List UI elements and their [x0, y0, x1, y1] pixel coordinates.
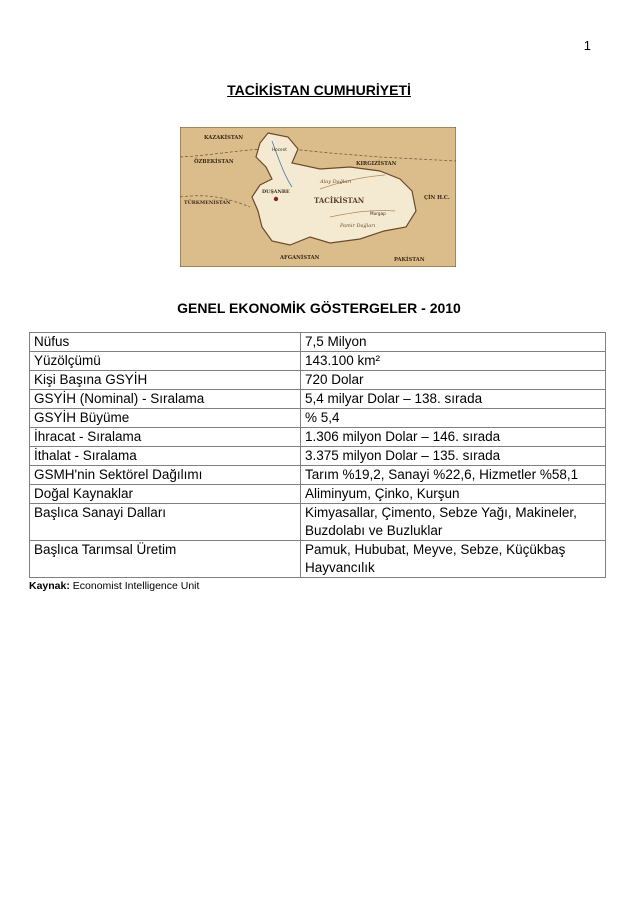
map-label-pakistan: PAKİSTAN	[394, 257, 425, 263]
map-label-kirgizistan: KIRGIZİSTAN	[356, 161, 397, 167]
section-title: GENEL EKONOMİK GÖSTERGELER - 2010	[177, 300, 461, 316]
map-label-dusanbe: DUŞANBE	[262, 189, 290, 195]
indicator-value: Kimyasallar, Çimento, Sebze Yağı, Makineler, Buzdolabı ve Buzluklar	[301, 504, 606, 541]
table-row	[30, 485, 606, 504]
table-row	[30, 504, 606, 541]
indicator-value: 3.375 milyon Dolar – 135. sırada	[301, 447, 606, 466]
economic-indicators-table	[29, 332, 606, 578]
indicator-label: GSYİH (Nominal) - Sıralama	[30, 390, 301, 409]
indicator-label: GSYİH Büyüme	[30, 409, 301, 428]
indicator-label: Kişi Başına GSYİH	[30, 371, 301, 390]
indicator-value: 7,5 Milyon	[301, 333, 606, 352]
map-label-ozbekistan: ÖZBEKİSTAN	[194, 159, 234, 165]
page-title: TACİKİSTAN CUMHURİYETİ	[227, 82, 411, 98]
indicator-label: Başlıca Sanayi Dalları	[30, 504, 301, 541]
source-note	[29, 580, 199, 592]
table-row	[30, 352, 606, 371]
indicator-value: Tarım %19,2, Sanayi %22,6, Hizmetler %58,1	[301, 466, 606, 485]
country-map	[180, 127, 456, 267]
indicator-value: 720 Dolar	[301, 371, 606, 390]
indicator-value: 143.100 km²	[301, 352, 606, 371]
indicator-label: GSMH'nin Sektörel Dağılımı	[30, 466, 301, 485]
table-row	[30, 447, 606, 466]
indicator-value: Pamuk, Hububat, Meyve, Sebze, Küçükbaş Hayvancılık	[301, 541, 606, 578]
table-row	[30, 466, 606, 485]
indicator-label: Nüfus	[30, 333, 301, 352]
source-text: Economist Intelligence Unit	[72, 580, 200, 592]
table-row	[30, 333, 606, 352]
indicator-value: Aliminyum, Çinko, Kurşun	[301, 485, 606, 504]
indicator-label: Başlıca Tarımsal Üretim	[30, 541, 301, 578]
map-label-pamir: Pamir Dağları	[340, 223, 376, 229]
indicator-value: 5,4 milyar Dolar – 138. sırada	[301, 390, 606, 409]
table-row	[30, 409, 606, 428]
map-label-cin: ÇİN H.C.	[424, 195, 450, 201]
source-label: Kaynak:	[29, 580, 70, 592]
indicator-label: Yüzölçümü	[30, 352, 301, 371]
table-row	[30, 371, 606, 390]
map-label-afganistan: AFGANİSTAN	[280, 255, 320, 261]
table-row	[30, 428, 606, 447]
indicator-label: Doğal Kaynaklar	[30, 485, 301, 504]
indicator-value: 1.306 milyon Dolar – 146. sırada	[301, 428, 606, 447]
map-label-tacikistan: TACİKİSTAN	[314, 196, 365, 205]
map-label-hocent: Hocent	[272, 147, 287, 152]
indicator-value: % 5,4	[301, 409, 606, 428]
map-label-alay: Alay Dağları	[320, 179, 352, 185]
table-row	[30, 390, 606, 409]
page-number: 1	[583, 38, 591, 53]
map-label-kazakistan: KAZAKİSTAN	[204, 135, 244, 141]
indicator-label: İthalat - Sıralama	[30, 447, 301, 466]
map-label-murgap: Murgap	[370, 211, 386, 216]
indicator-label: İhracat - Sıralama	[30, 428, 301, 447]
map-label-turkmenistan: TÜRKMENİSTAN	[184, 200, 231, 206]
table-row	[30, 541, 606, 578]
